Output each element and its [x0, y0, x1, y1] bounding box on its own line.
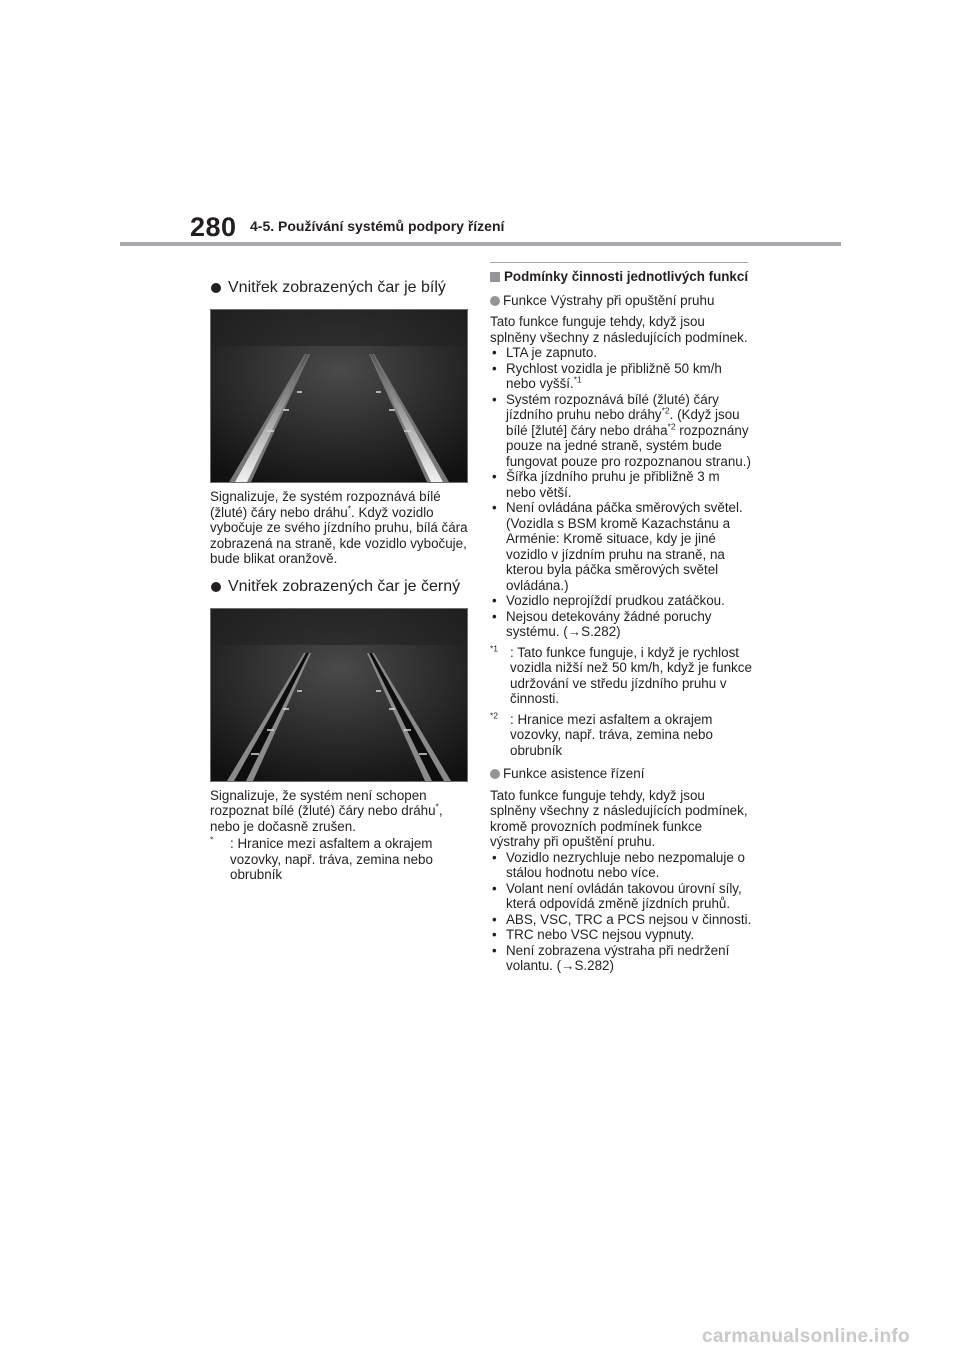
- left-footnote-mark: *: [210, 834, 214, 845]
- left-column: [210, 278, 472, 883]
- list-item: • ABS, VSC, TRC a PCS nejsou v činnosti.: [492, 911, 752, 927]
- circle-bullet-icon: [490, 769, 500, 779]
- list-item: • Volant není ovládán takovou úrovní síly, která odpovídá změně jízdních pruhů.: [492, 880, 742, 911]
- caption-white-text-a: Signalizuje, že systém rozpoznává bílé (žluté) čáry nebo dráhu: [210, 489, 441, 520]
- bullet-black-lines-text: Vnitřek zobrazených čar je černý: [228, 577, 461, 595]
- caption-black-text-b: , nebo je dočasně zrušen.: [210, 803, 443, 834]
- list-item[interactable]: • Není zobrazena výstraha při nedržení volantu. (→S.282): [492, 942, 730, 973]
- func2-title: Funkce asistence řízení: [503, 766, 645, 781]
- section-title: 4-5. Používání systémů podpory řízení: [250, 218, 505, 234]
- lane-display-black: [210, 608, 468, 782]
- page-number: 280: [190, 212, 237, 242]
- footnote-2: [490, 712, 752, 759]
- caption-white-text-b: . Když vozidlo vybočuje ze svého jízdního pruhu, bílá čára zobrazená na straně, kde vozidlo vybočuje, bude blikat oranžově.: [210, 504, 468, 566]
- list-item: • Rychlost vozidla je přibližně 50 km/h nebo vyšší.$^{*1}$: [492, 360, 722, 391]
- footnote-2-mark: *2: [490, 710, 499, 721]
- footnote-2-text: : Hranice mezi asfaltem a okrajem vozovky, např. tráva, zemina nebo obrubník: [510, 711, 713, 758]
- lane-display-white-graphic: [211, 310, 467, 482]
- footnote-1: [490, 645, 752, 707]
- list-item: • LTA je zapnuto.: [492, 345, 598, 360]
- list-item[interactable]: • Nejsou detekovány žádné poruchy systému. (→S.282): [492, 608, 712, 639]
- list-item: • TRC nebo VSC nejsou vypnuty.: [492, 927, 695, 942]
- caption-black-text-a: Signalizuje, že systém není schopen rozpoznat bílé (žluté) čáry nebo dráhu: [210, 787, 436, 818]
- caption-black-lines: [210, 788, 472, 835]
- list-item: • Systém rozpoznává bílé (žluté) čáry jízdního pruhu nebo dráhy$^{*2}$. (Když jsou bílé [žluté] čáry nebo dráha$^{*2}$ rozpoznány pouze na jedné straně, systém bude fungovat pouze pro rozpoznanou stranu.): [492, 391, 751, 469]
- caption-black-sup: *: [435, 801, 439, 812]
- circle-bullet-icon: [490, 296, 500, 306]
- lane-display-white: [210, 309, 468, 483]
- caption-white-lines: [210, 489, 472, 567]
- left-footnote: [210, 836, 472, 883]
- list-item: • Není ovládána páčka směrových světel. (Vozidla s BSM kromě Kazachstánu a Arménie: Kromě situace, kdy je jiné vozidlo v jízdním pruhu na straně, na kterou byla páčka směrových světel ovládána.): [492, 500, 743, 593]
- lane-display-black-graphic: [211, 609, 467, 781]
- bullet-black-lines: [210, 577, 472, 597]
- bullet-dot-icon: [211, 582, 221, 592]
- right-heading-rule: [490, 262, 748, 263]
- header-rule: [120, 242, 841, 246]
- left-footnote-text: : Hranice mezi asfaltem a okrajem vozovky, např. tráva, zemina nebo obrubník: [230, 836, 433, 882]
- footnote-1-mark: *1: [490, 643, 499, 654]
- square-bullet-icon: [490, 272, 500, 282]
- func1-list: [490, 345, 752, 640]
- func1-heading: [490, 293, 752, 309]
- func1-intro: Tato funkce funguje tehdy, když jsou splněny všechny z následujících podmínek.: [490, 314, 748, 345]
- func1-title: Funkce Výstrahy při opuštění pruhu: [503, 292, 715, 308]
- list-item: • Vozidlo nezrychluje nebo nezpomaluje o stálou hodnotu nebo více.: [492, 849, 745, 880]
- watermark: carmanualsonline.info: [702, 1326, 910, 1347]
- bullet-white-lines-text: Vnitřek zobrazených čar je bílý: [228, 279, 446, 296]
- caption-white-sup: *: [347, 503, 352, 514]
- list-item: • Šířka jízdního pruhu je přibližně 3 m nebo větší.: [492, 469, 720, 500]
- right-column: [490, 262, 752, 974]
- bullet-dot-icon: [211, 283, 221, 293]
- func2-list: [490, 850, 752, 974]
- list-item: • Vozidlo neprojíždí prudkou zatáčkou.: [492, 593, 725, 608]
- conditions-heading: [490, 269, 752, 285]
- conditions-heading-text: Podmínky činnosti jednotlivých funkcí: [504, 269, 749, 284]
- func2-heading: [490, 766, 752, 782]
- footnote-1-text: : Tato funkce funguje, i když je rychlost vozidla nižší než 50 km/h, když je funkce udržování ve středu jízdního pruhu v činnosti.: [510, 644, 752, 706]
- func2-intro: Tato funkce funguje tehdy, když jsou splněny všechny z následujících podmínek, kromě provozních podmínek funkce výstrahy při opuštění pruhu.: [490, 787, 748, 849]
- bullet-white-lines: [210, 278, 472, 298]
